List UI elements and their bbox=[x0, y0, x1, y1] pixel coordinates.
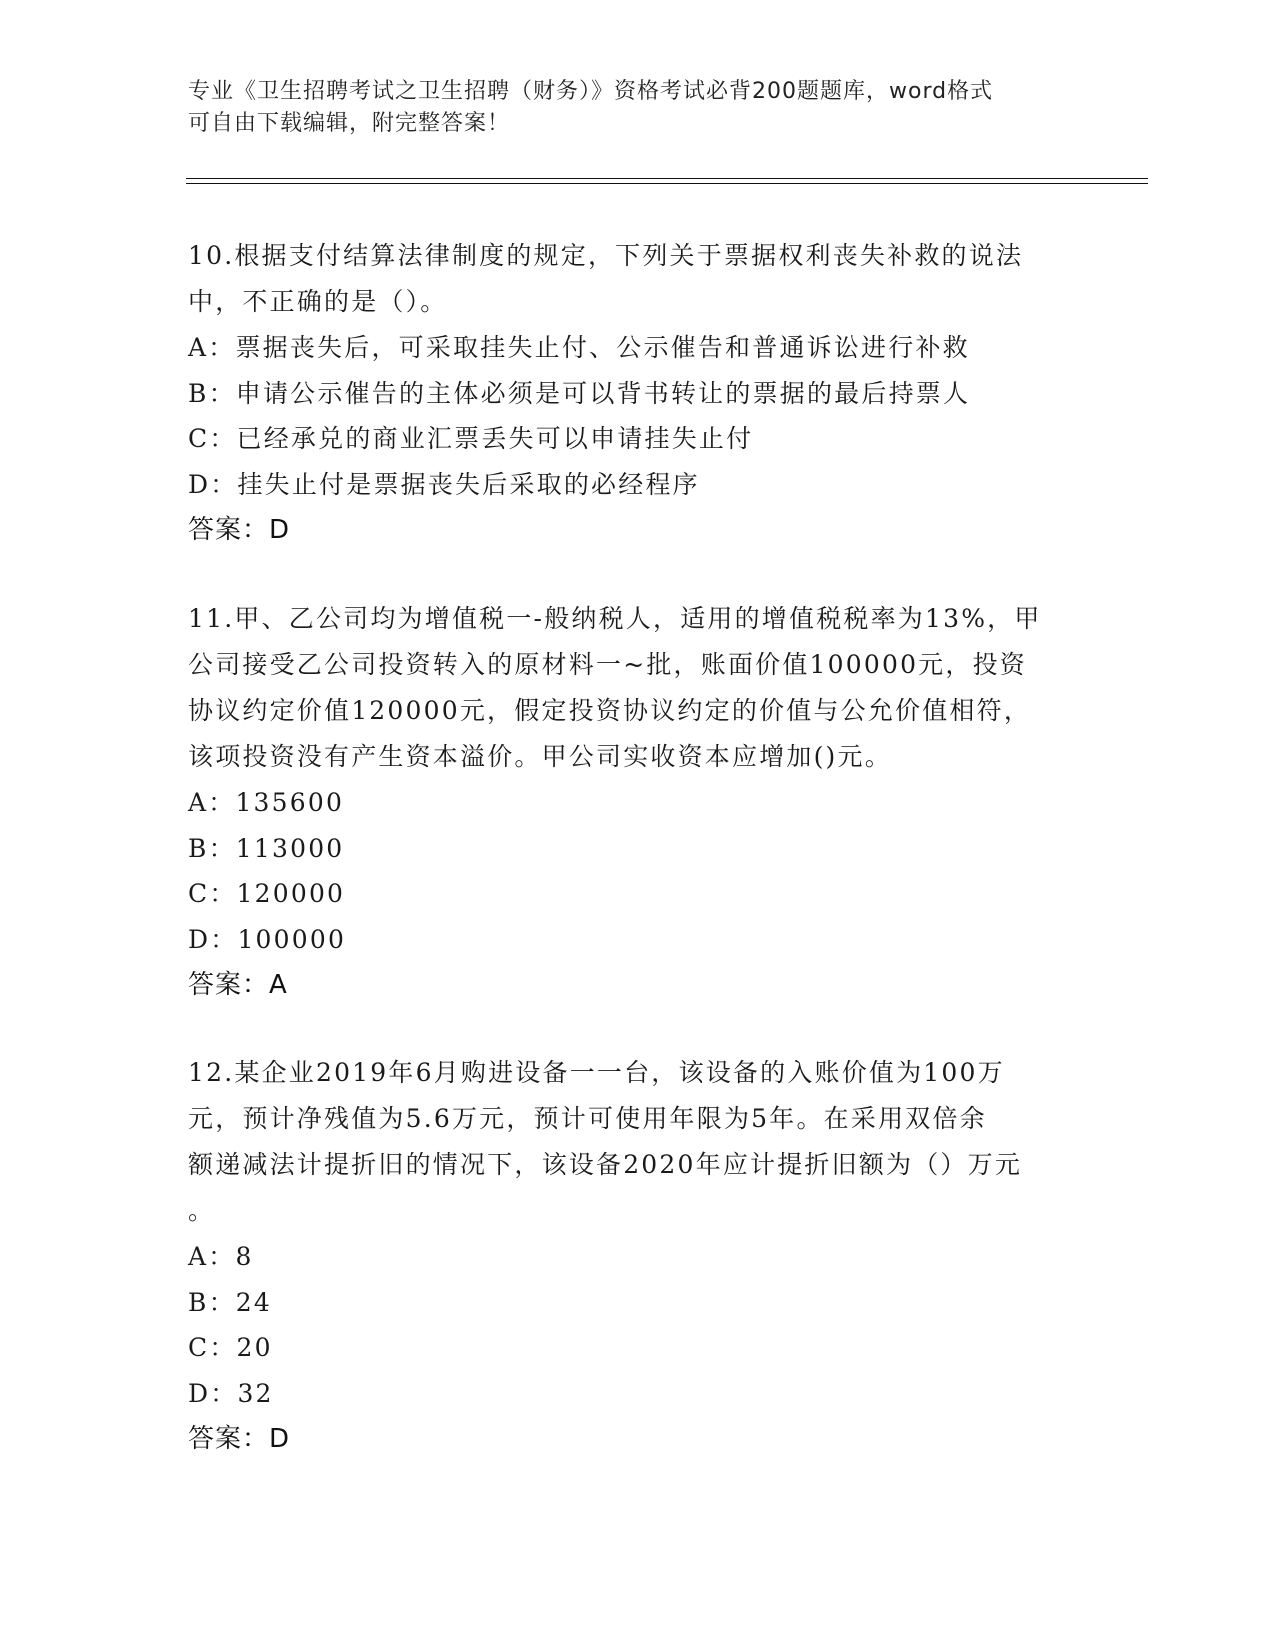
option-d: D：挂失止付是票据丧失后采取的必经程序 bbox=[188, 469, 700, 499]
header-line-1: 专业《卫生招聘考试之卫生招聘（财务）》资格考试必背200题题库，word格式 bbox=[188, 79, 994, 104]
question-stem-line: 该项投资没有产生资本溢价。甲公司实收资本应增加()元。 bbox=[188, 742, 892, 771]
header-divider-bottom bbox=[186, 183, 1148, 184]
document-header bbox=[188, 76, 1068, 140]
question-10 bbox=[188, 233, 1078, 553]
answer: 答案：D bbox=[188, 515, 291, 545]
option-b: B：113000 bbox=[188, 833, 345, 863]
option-a: A：8 bbox=[188, 1242, 254, 1271]
question-stem-line: 协议约定价值120000元，假定投资协议约定的价值与公允价值相符， bbox=[188, 696, 1032, 725]
answer: 答案：D bbox=[188, 1424, 291, 1454]
question-11 bbox=[188, 596, 1078, 1008]
answer: 答案：A bbox=[188, 970, 288, 1000]
question-stem-line: 额递减法计提折旧的情况下，该设备2020年应计提折旧额为（）万元 bbox=[188, 1150, 1023, 1179]
option-c: C：已经承兑的商业汇票丢失可以申请挂失止付 bbox=[188, 424, 754, 453]
question-stem-line: 12.某企业2019年6月购进设备一一台，该设备的入账价值为100万 bbox=[188, 1058, 1005, 1087]
question-12 bbox=[188, 1050, 1078, 1462]
question-stem-line: 。 bbox=[188, 1196, 216, 1225]
question-stem-line: 公司接受乙公司投资转入的原材料一~批，账面价值100000元，投资 bbox=[188, 650, 1027, 679]
option-b: B：申请公示催告的主体必须是可以背书转让的票据的最后持票人 bbox=[188, 378, 971, 408]
option-d: D：32 bbox=[188, 1378, 274, 1408]
option-c: C：20 bbox=[188, 1333, 273, 1362]
option-b: B：24 bbox=[188, 1287, 272, 1317]
option-c: C：120000 bbox=[188, 879, 346, 908]
question-stem-line: 元，预计净残值为5.6万元，预计可使用年限为5年。在采用双倍余 bbox=[188, 1104, 987, 1133]
header-line-2: 可自由下载编辑，附完整答案！ bbox=[188, 111, 511, 136]
option-a: A：票据丧失后，可采取挂失止付、公示催告和普通诉讼进行补救 bbox=[188, 333, 970, 362]
header-divider-top bbox=[186, 178, 1148, 179]
question-stem-line: 中，不正确的是（）。 bbox=[188, 287, 448, 316]
question-stem-line: 10.根据支付结算法律制度的规定，下列关于票据权利丧失补救的说法 bbox=[188, 241, 1024, 270]
option-a: A：135600 bbox=[188, 788, 345, 817]
question-stem-line: 11.甲、乙公司均为增值税一-般纳税人，适用的增值税税率为13%，甲 bbox=[188, 604, 1042, 633]
option-d: D：100000 bbox=[188, 924, 347, 954]
